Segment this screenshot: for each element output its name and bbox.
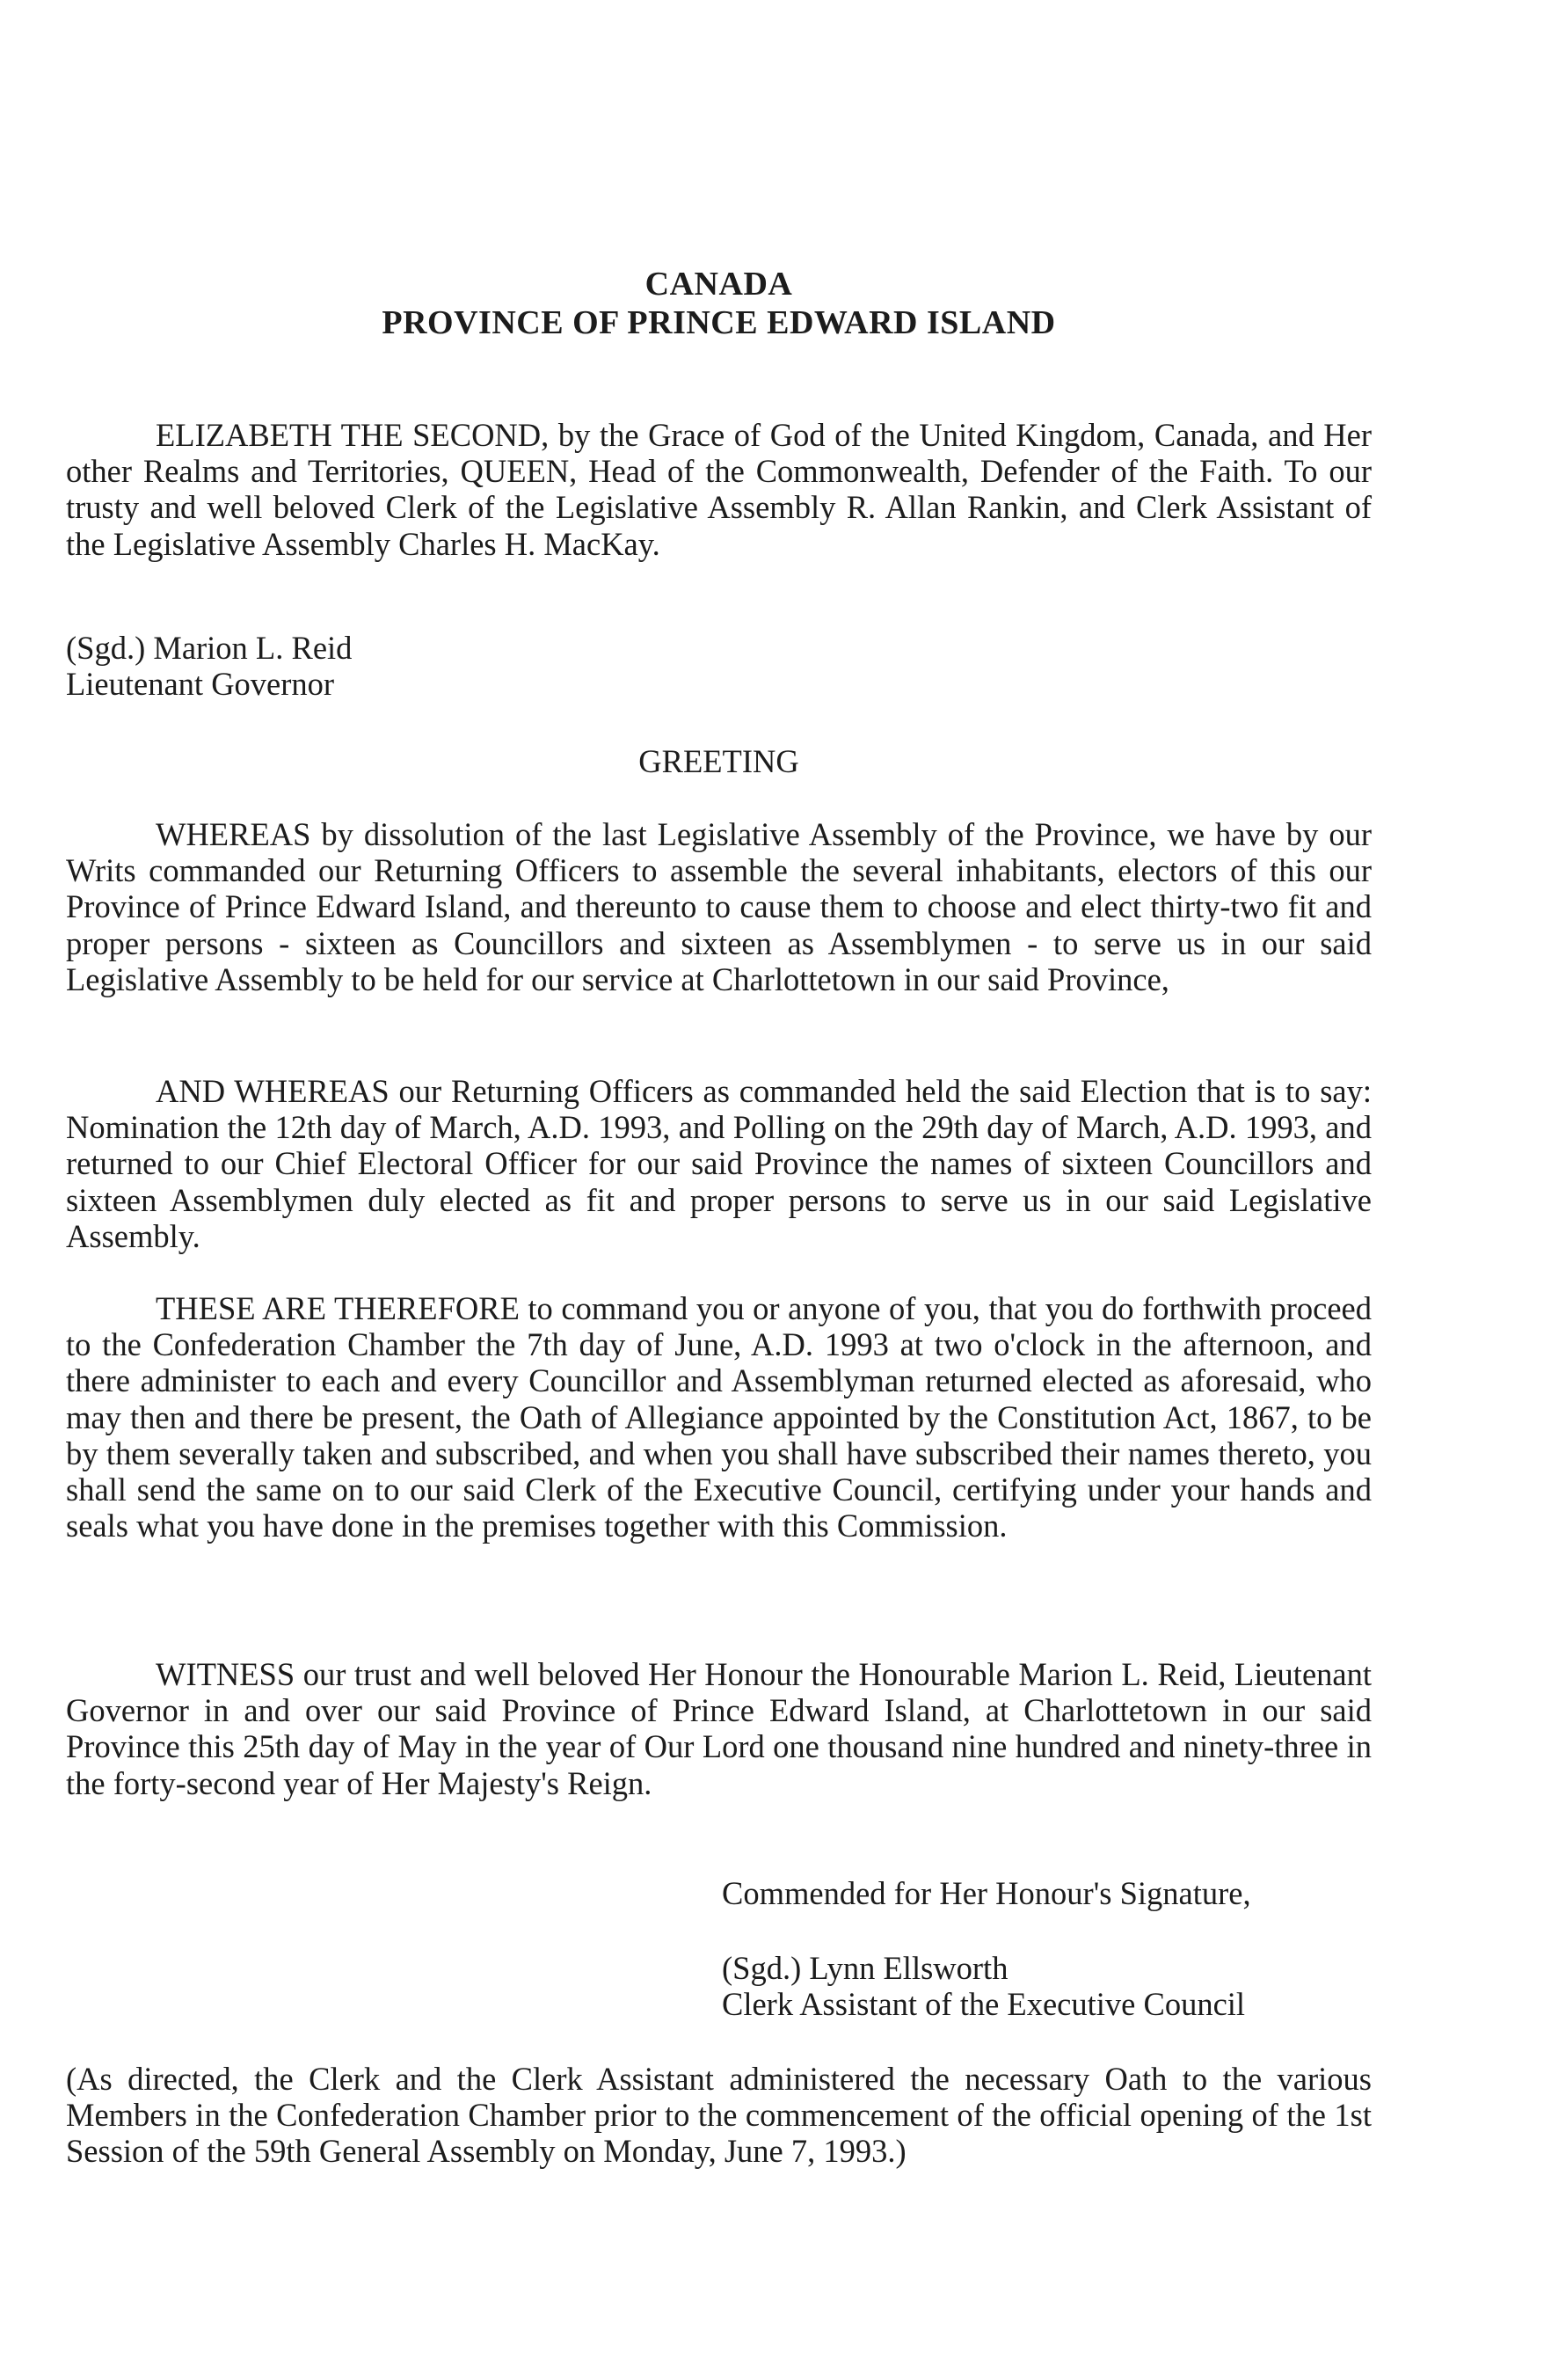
heading-country: CANADA — [644, 266, 793, 303]
witness-paragraph: WITNESS our trust and well beloved Her Honour the Honourable Marion L. Reid, Lieutenant Governor in and over our said Province of Prince Edward Island, at Charlottetown in our said Province this 25th day of May in the year of Our Lord one thousand nine hundred and ninety-three in the forty-second year of Her Majesty's Reign. — [66, 1656, 1372, 1801]
clerk-signature — [722, 1950, 1390, 2022]
clerk-signature-name: (Sgd.) Lynn Ellsworth — [722, 1950, 1009, 1986]
heading-province: PROVINCE OF PRINCE EDWARD ISLAND — [382, 304, 1056, 341]
and-whereas-paragraph: AND WHEREAS our Returning Officers as commanded held the said Election that is to say: Nomination the 12th day of March, A.D. 1993, and Polling on the 29th day of March, A.D. 1993, and returned to our Chief Electoral Officer for our said Province the names of sixteen Councillors and sixteen Assemblymen duly elected as fit and proper persons to serve us in our said Legislative Assembly. — [66, 1073, 1372, 1254]
whereas-paragraph: WHEREAS by dissolution of the last Legislative Assembly of the Province, we have by our Writs commanded our Returning Officers to assemble the several inhabitants, electors of this our Province of Prince Edward Island, and thereunto to cause them to choose and elect thirty-two fit and proper persons - sixteen as Councillors and sixteen as Assemblymen - to serve us in our said Legislative Assembly to be held for our service at Charlottetown in our said Province, — [66, 816, 1372, 997]
document-page — [66, 0, 1372, 2380]
commendation-line: Commended for Her Honour's Signature, — [722, 1875, 1251, 1911]
governor-signature-title: Lieutenant Governor — [66, 666, 335, 703]
governor-signature-name: (Sgd.) Marion L. Reid — [66, 630, 353, 666]
clerk-signature-title: Clerk Assistant of the Executive Council — [722, 1986, 1246, 2023]
therefore-paragraph: THESE ARE THEREFORE to command you or anyone of you, that you do forthwith proceed to the Confederation Chamber the 7th day of June, A.D. 1993 at two o'clock in the afternoon, and there administer to each and every Councillor and Assemblyman returned elected as aforesaid, who may then and there be present, the Oath of Allegiance appointed by the Constitution Act, 1867, to be by them severally taken and subscribed, and when you shall have subscribed their names thereto, you shall send the same on to our said Clerk of the Executive Council, certifying under your hands and seals what you have done in the premises together with this Commission. — [66, 1290, 1372, 1544]
greeting-heading: GREETING — [638, 743, 799, 779]
preamble-paragraph: ELIZABETH THE SECOND, by the Grace of God of the United Kingdom, Canada, and Her other Realms and Territories, QUEEN, Head of the Commonwealth, Defender of the Faith. To our trusty and well beloved Clerk of the Legislative Assembly R. Allan Rankin, and Clerk Assistant of the Legislative Assembly Charles H. MacKay. — [66, 417, 1372, 562]
governor-signature — [66, 630, 1372, 702]
closing-note-paragraph: (As directed, the Clerk and the Clerk Assistant administered the necessary Oath to the various Members in the Confederation Chamber prior to the commencement of the official opening of the 1st Session of the 59th General Assembly on Monday, June 7, 1993.) — [66, 2061, 1372, 2170]
